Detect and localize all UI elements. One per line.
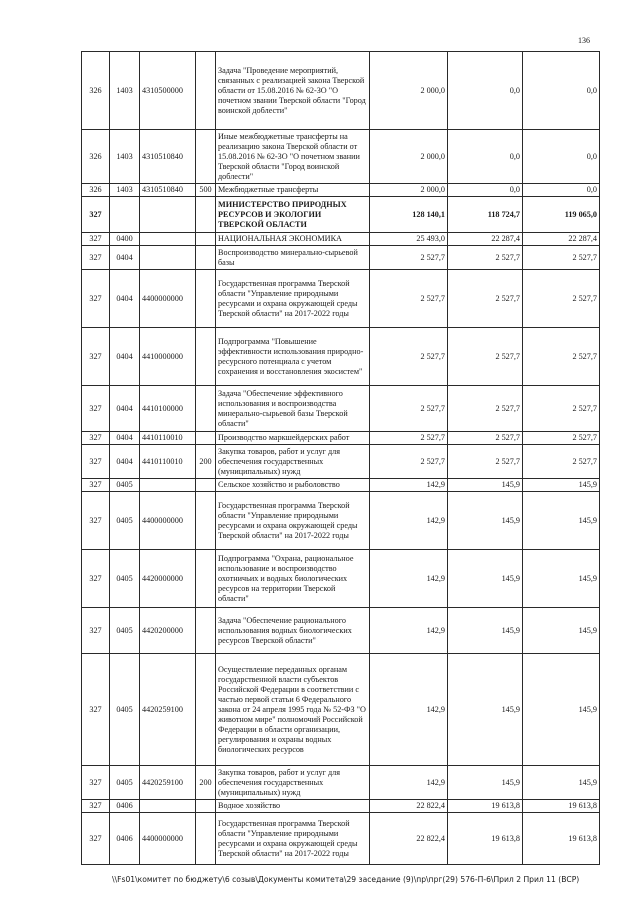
owner-code-cell: 326 [82,184,110,197]
section-code-cell: 0404 [110,445,140,479]
owner-code-cell: 327 [82,550,110,608]
amount-2020-cell: 22 822,4 [370,813,448,865]
amount-2020-cell: 2 527,7 [370,432,448,445]
owner-code-cell: 327 [82,800,110,813]
owner-code-cell: 327 [82,233,110,246]
amount-2022-cell: 145,9 [523,492,600,550]
amount-2020-cell: 2 527,7 [370,445,448,479]
amount-2020-cell: 2 527,7 [370,270,448,328]
table-row [82,328,600,386]
target-code-cell: 4410110010 [140,432,196,445]
amount-2021-cell: 2 527,7 [448,246,523,270]
amount-2021-cell: 145,9 [448,492,523,550]
item-name-cell: Закупка товаров, работ и услуг для обеспечения государственных (муниципальных) нужд [216,445,370,479]
expense-type-cell [196,813,216,865]
table-row [82,270,600,328]
section-code-cell: 0404 [110,270,140,328]
expense-type-cell [196,479,216,492]
owner-code-cell: 326 [82,130,110,184]
table-row [82,130,600,184]
expense-type-cell [196,52,216,130]
item-name-cell: Подпрограмма "Охрана, рациональное использование и воспроизводство охотничьих и водных биологических ресурсов на территории Тверской области" [216,550,370,608]
table-row [82,813,600,865]
table-row [82,766,600,800]
item-name-cell: Воспроизводство минерально-сырьевой базы [216,246,370,270]
section-code-cell: 0400 [110,233,140,246]
item-name-cell: Подпрограмма "Повышение эффективности использования природно-ресурсного потенциала с учетом сохранения и восстановления экосистем" [216,328,370,386]
amount-2020-cell: 2 527,7 [370,328,448,386]
amount-2020-cell: 2 000,0 [370,184,448,197]
table-row [82,184,600,197]
target-code-cell [140,246,196,270]
amount-2022-cell: 0,0 [523,130,600,184]
item-name-cell: Государственная программа Тверской области "Управление природными ресурсами и охрана окружающей среды Тверской области" на 2017-2022 годы [216,813,370,865]
item-name-cell: Задача "Обеспечение эффективного использования и воспроизводства минерально-сырьевой базы Тверской области" [216,386,370,432]
item-name-cell: Осуществление переданных органам государственной власти субъектов Российской Федерации в соответствии с частью первой статьи 6 Федерального закона от 24 апреля 1995 года № 52-ФЗ "О животном мире" полномочий Российской Федерации в области организации, регулирования и охраны водных биологических ресурсов [216,654,370,766]
section-code-cell [110,197,140,233]
amount-2022-cell: 145,9 [523,608,600,654]
owner-code-cell: 327 [82,246,110,270]
item-name-cell: Сельское хозяйство и рыболовство [216,479,370,492]
item-name-cell: Задача "Проведение мероприятий, связанных с реализацией закона Тверской области от 15.08.2016 № 62-ЗО "О почетном звании Тверской области "Город воинской доблести" [216,52,370,130]
amount-2020-cell: 142,9 [370,492,448,550]
target-code-cell: 4420259100 [140,654,196,766]
section-code-cell: 0405 [110,550,140,608]
item-name-cell: Государственная программа Тверской области "Управление природными ресурсами и охрана окружающей среды Тверской области" на 2017-2022 годы [216,270,370,328]
amount-2021-cell: 22 287,4 [448,233,523,246]
section-code-cell: 0405 [110,479,140,492]
amount-2021-cell: 2 527,7 [448,445,523,479]
expense-type-cell [196,800,216,813]
amount-2022-cell: 22 287,4 [523,233,600,246]
amount-2021-cell: 145,9 [448,608,523,654]
expense-type-cell [196,432,216,445]
target-code-cell [140,800,196,813]
target-code-cell: 4420200000 [140,608,196,654]
item-name-cell: Водное хозяйство [216,800,370,813]
amount-2021-cell: 145,9 [448,654,523,766]
amount-2021-cell: 145,9 [448,479,523,492]
table-row [82,550,600,608]
table-row [82,233,600,246]
amount-2022-cell: 0,0 [523,52,600,130]
section-code-cell: 1403 [110,184,140,197]
page-number: 136 [578,36,590,45]
amount-2021-cell: 145,9 [448,550,523,608]
section-code-cell: 0405 [110,608,140,654]
expense-type-cell [196,492,216,550]
target-code-cell: 4400000000 [140,813,196,865]
amount-2020-cell: 2 000,0 [370,52,448,130]
owner-code-cell: 327 [82,608,110,654]
budget-table [81,51,600,865]
section-code-cell: 0404 [110,246,140,270]
amount-2021-cell: 0,0 [448,52,523,130]
owner-code-cell: 327 [82,766,110,800]
owner-code-cell: 327 [82,445,110,479]
amount-2020-cell: 25 493,0 [370,233,448,246]
expense-type-cell [196,386,216,432]
amount-2020-cell: 142,9 [370,550,448,608]
amount-2021-cell: 0,0 [448,184,523,197]
owner-code-cell: 327 [82,813,110,865]
amount-2022-cell: 145,9 [523,654,600,766]
expense-type-cell: 200 [196,445,216,479]
section-code-cell: 0405 [110,654,140,766]
table-row [82,52,600,130]
amount-2021-cell: 2 527,7 [448,432,523,445]
expense-type-cell [196,197,216,233]
expense-type-cell [196,246,216,270]
target-code-cell: 4420259100 [140,766,196,800]
item-name-cell: Государственная программа Тверской области "Управление природными ресурсами и охрана окружающей среды Тверской области" на 2017-2022 годы [216,492,370,550]
item-name-cell: Иные межбюджетные трансферты на реализацию закона Тверской области от 15.08.2016 № 62-ЗО "О почетном звании Тверской области "Город воинской доблести" [216,130,370,184]
section-code-cell: 1403 [110,130,140,184]
target-code-cell: 4400000000 [140,492,196,550]
target-code-cell: 4310510840 [140,130,196,184]
target-code-cell: 4410100000 [140,386,196,432]
amount-2020-cell: 142,9 [370,608,448,654]
owner-code-cell: 327 [82,492,110,550]
amount-2021-cell: 0,0 [448,130,523,184]
amount-2021-cell: 19 613,8 [448,813,523,865]
expense-type-cell [196,270,216,328]
amount-2022-cell: 2 527,7 [523,328,600,386]
amount-2022-cell: 145,9 [523,550,600,608]
item-name-cell: Производство маркшейдерских работ [216,432,370,445]
section-code-cell: 0405 [110,766,140,800]
expense-type-cell [196,328,216,386]
owner-code-cell: 327 [82,386,110,432]
amount-2020-cell: 2 527,7 [370,386,448,432]
amount-2020-cell: 142,9 [370,654,448,766]
table-row [82,479,600,492]
item-name-cell: МИНИСТЕРСТВО ПРИРОДНЫХ РЕСУРСОВ И ЭКОЛОГИИ ТВЕРСКОЙ ОБЛАСТИ [216,197,370,233]
item-name-cell: НАЦИОНАЛЬНАЯ ЭКОНОМИКА [216,233,370,246]
amount-2020-cell: 22 822,4 [370,800,448,813]
section-code-cell: 0406 [110,813,140,865]
table-row [82,445,600,479]
expense-type-cell: 200 [196,766,216,800]
amount-2021-cell: 145,9 [448,766,523,800]
amount-2022-cell: 2 527,7 [523,270,600,328]
amount-2020-cell: 2 527,7 [370,246,448,270]
amount-2022-cell: 2 527,7 [523,432,600,445]
target-code-cell: 4410000000 [140,328,196,386]
amount-2022-cell: 19 613,8 [523,800,600,813]
amount-2021-cell: 2 527,7 [448,328,523,386]
amount-2022-cell: 19 613,8 [523,813,600,865]
owner-code-cell: 327 [82,270,110,328]
amount-2020-cell: 128 140,1 [370,197,448,233]
section-code-cell: 0404 [110,328,140,386]
expense-type-cell [196,654,216,766]
owner-code-cell: 326 [82,52,110,130]
target-code-cell: 4310500000 [140,52,196,130]
target-code-cell [140,197,196,233]
table-row [82,197,600,233]
amount-2022-cell: 2 527,7 [523,246,600,270]
amount-2022-cell: 119 065,0 [523,197,600,233]
table-row [82,432,600,445]
amount-2020-cell: 2 000,0 [370,130,448,184]
section-code-cell: 0406 [110,800,140,813]
amount-2021-cell: 2 527,7 [448,270,523,328]
item-name-cell: Межбюджетные трансферты [216,184,370,197]
target-code-cell: 4400000000 [140,270,196,328]
amount-2022-cell: 145,9 [523,766,600,800]
amount-2020-cell: 142,9 [370,766,448,800]
expense-type-cell [196,130,216,184]
table-row [82,654,600,766]
owner-code-cell: 327 [82,432,110,445]
owner-code-cell: 327 [82,328,110,386]
target-code-cell [140,233,196,246]
expense-type-cell [196,550,216,608]
item-name-cell: Закупка товаров, работ и услуг для обеспечения государственных (муниципальных) нужд [216,766,370,800]
amount-2021-cell: 19 613,8 [448,800,523,813]
amount-2020-cell: 142,9 [370,479,448,492]
expense-type-cell: 500 [196,184,216,197]
table-row [82,800,600,813]
target-code-cell: 4410110010 [140,445,196,479]
amount-2022-cell: 0,0 [523,184,600,197]
amount-2021-cell: 2 527,7 [448,386,523,432]
table-body [82,52,600,865]
owner-code-cell: 327 [82,479,110,492]
section-code-cell: 0405 [110,492,140,550]
table-row [82,386,600,432]
amount-2022-cell: 145,9 [523,479,600,492]
amount-2022-cell: 2 527,7 [523,445,600,479]
item-name-cell: Задача "Обеспечение рационального использования водных биологических ресурсов Тверской области" [216,608,370,654]
section-code-cell: 0404 [110,432,140,445]
footer-file-path: \\Fs01\комитет по бюджету\6 созыв\Документы комитета\29 заседание (9)\пр\прг(29) 576-П-6\Прил 2 Прил 11 (ВСР) [112,875,580,884]
target-code-cell [140,479,196,492]
section-code-cell: 0404 [110,386,140,432]
amount-2022-cell: 2 527,7 [523,386,600,432]
expense-type-cell [196,233,216,246]
owner-code-cell: 327 [82,197,110,233]
owner-code-cell: 327 [82,654,110,766]
table-row [82,246,600,270]
section-code-cell: 1403 [110,52,140,130]
amount-2021-cell: 118 724,7 [448,197,523,233]
table-row [82,608,600,654]
target-code-cell: 4420000000 [140,550,196,608]
expense-type-cell [196,608,216,654]
target-code-cell: 4310510840 [140,184,196,197]
table-row [82,492,600,550]
